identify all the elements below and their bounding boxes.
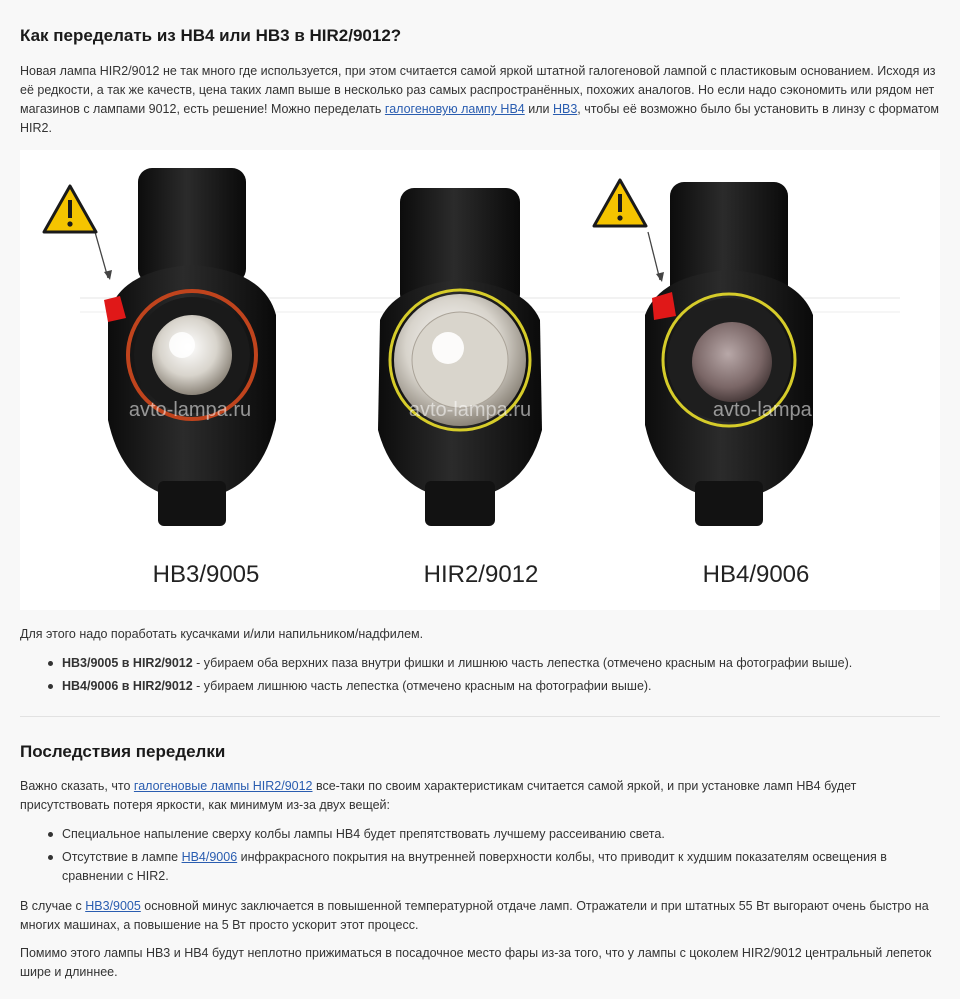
intro-text-1: Новая лампа HIR2/9012 не так много где используется, при этом считается самой яркой штатной галогеновой лампой с пластиковым основанием. Исходя из её редкости, а так же качеств, цена таких ламп выше в несколько раз самых распространённых, похожих аналогов. Но если надо сэкономить или рядом нет магазинов с лампами 9012, есть решение! Можно переделать: [20, 64, 936, 116]
intro-text-2: или: [524, 102, 553, 116]
list-item: [20, 848, 940, 886]
work-note: Для этого надо поработать кусачками и/или напильником/надфилем.: [20, 627, 424, 641]
section-title-consequences: Последствия переделки: [20, 742, 226, 761]
step-2-text: - убираем лишнюю часть лепестка (отмечено красным на фотографии выше).: [192, 679, 652, 693]
watermark-3: avto-lampa.ru: [712, 399, 836, 421]
link-hb4-lamp[interactable]: галогеновую лампу HB4: [384, 102, 525, 116]
consequences-text-2: все-таки по своим характеристикам считается самой яркой, и при установке ламп HB4 будет присутствовать потеря яркости, как минимум из-за двух вещей:: [20, 779, 857, 812]
intro-text-3: , чтобы её возможно было бы установить в линзу с форматом HIR2.: [20, 102, 940, 135]
lamp-hir2: [378, 188, 542, 526]
hb3-note-paragraph: [20, 897, 940, 935]
reason-2-text-2: инфракрасного покрытия на внутренней поверхности колбы, что приводит к худшим показателям освещения в сравнении с HIR2.: [62, 850, 887, 883]
link-hir2-lamps[interactable]: галогеновые лампы HIR2/9012: [133, 779, 313, 793]
step-2-title: HB4/9006 в HIR2/9012: [62, 679, 193, 693]
hb3-note-text-1: В случае с: [20, 899, 86, 913]
label-hir2: HIR2/9012: [423, 561, 539, 588]
label-hb4: HB4/9006: [702, 561, 810, 588]
consequences-paragraph: [20, 777, 940, 815]
intro-paragraph: [20, 62, 940, 138]
link-hb3-lamp[interactable]: HB3: [552, 102, 578, 116]
consequences-text-1: Важно сказать, что: [20, 779, 134, 793]
lamp-hb4: [645, 182, 813, 526]
lamp-comparison-image: [20, 150, 940, 610]
conversion-steps-list: [20, 654, 940, 700]
link-hb3-9005[interactable]: HB3/9005: [85, 899, 141, 913]
step-1-text: - убираем оба верхних паза внутри фишки и лишнюю часть лепестка (отмечено красным на фотографии выше).: [192, 656, 853, 670]
reason-2-text-1: Отсутствие в лампе: [62, 850, 182, 864]
watermark-1: avto-lampa.ru: [128, 399, 252, 421]
reason-1-text: Специальное напыление сверху колбы лампы HB4 будет препятствовать лучшему рассеиванию света.: [62, 827, 665, 841]
list-item: [20, 654, 940, 673]
section-title-conversion: Как переделать из HB4 или HB3 в HIR2/9012?: [20, 26, 402, 45]
final-paragraph: Помимо этого лампы HB3 и HB4 будут неплотно прижиматься в посадочное место фары из-за того, что у лампы с цоколем HIR2/9012 центральный лепеток шире и длиннее.: [20, 946, 932, 979]
watermark-2: avto-lampa.ru: [408, 399, 532, 421]
label-hb3: HB3/9005: [152, 561, 260, 588]
link-hb4-9006[interactable]: HB4/9006: [181, 850, 238, 864]
divider: [20, 716, 940, 717]
step-1-title: HB3/9005 в HIR2/9012: [62, 656, 193, 670]
list-item: [20, 677, 940, 696]
reasons-list: [20, 825, 940, 890]
list-item: [20, 825, 940, 844]
hb3-note-text-2: основной минус заключается в повышенной температурной отдаче ламп. Отражатели и при штатных 55 Вт выгорают очень быстро на многих машинах, а повышение на 5 Вт просто ускорит этот процесс.: [20, 899, 929, 932]
